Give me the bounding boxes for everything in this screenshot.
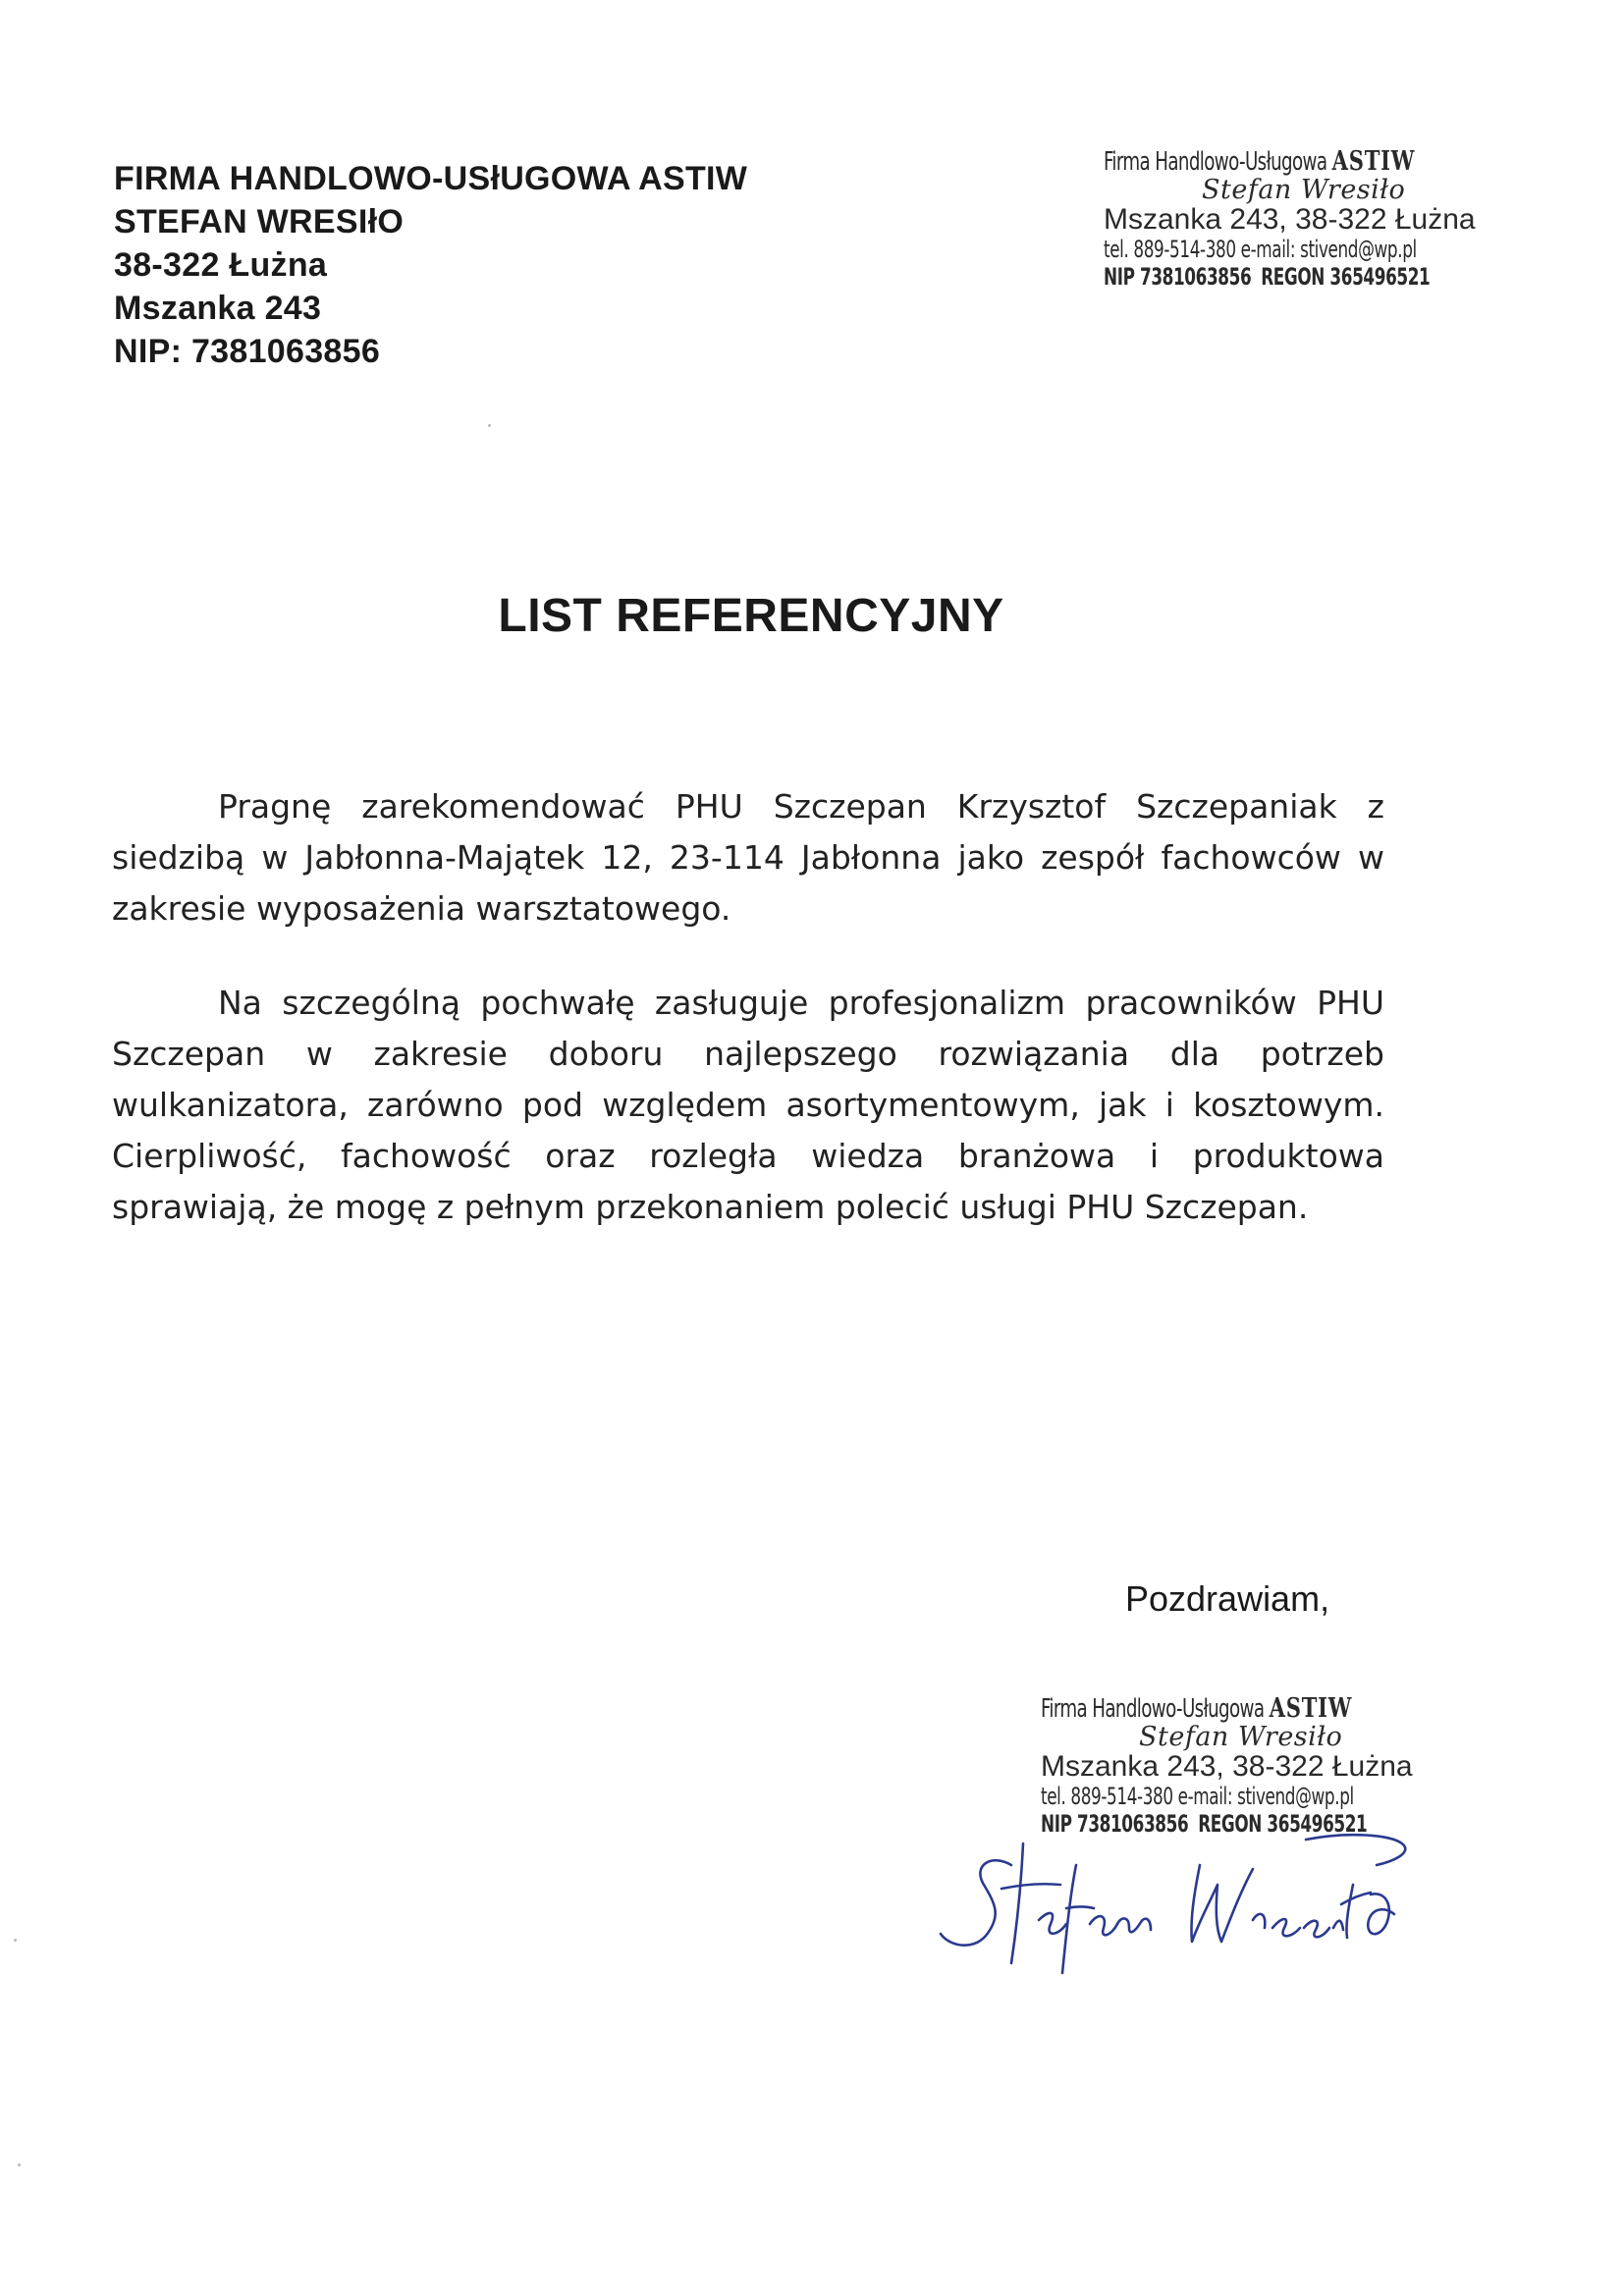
signature-stroke (1066, 1907, 1094, 1909)
stamp-nip: NIP 7381063856 (1041, 1810, 1189, 1838)
stamp-brand: ASTIW (1331, 146, 1416, 177)
signature-stroke (1368, 1894, 1394, 1934)
signature-stroke (1346, 1885, 1353, 1938)
stamp-address: Mszanka 243, 38-322 Łużna (1041, 1750, 1413, 1783)
scan-speck (18, 2163, 21, 2166)
sender-postal: 38-322 Łużna (114, 246, 328, 284)
signature-stroke (1306, 1835, 1405, 1865)
signature-stroke (1001, 1884, 1060, 1889)
company-stamp-top (1104, 147, 1522, 291)
sender-street: Mszanka 243 (114, 290, 322, 327)
stamp-company-prefix: Firma Handlowo-Usługowa (1104, 147, 1327, 177)
stamp-contact: tel. 889-514-380 e-mail: stivend@wp.pl (1041, 1783, 1354, 1810)
signature-stroke (1253, 1914, 1265, 1928)
signature-stroke (1341, 1893, 1371, 1904)
scan-speck (14, 1939, 17, 1942)
signature-stroke (1191, 1865, 1253, 1942)
sender-owner: STEFAN WRESIłO (114, 203, 405, 240)
signature-stroke (1272, 1919, 1300, 1936)
closing-greeting: Pozdrawiam, (1125, 1578, 1330, 1619)
body-paragraph-2-text: Na szczególną pochwałę zasługuje profesjonalizm pracowników PHU Szczepan w zakresie doboru najlepszego rozwiązania dla potrzeb wulkanizatora, zarówno pod względem asortymentowym, jak i kosztowym. Cierpliwość, fachowość oraz rozległa wiedza branżowa i produktowa sprawiają, że mogę z pełnym przekonaniem polecić usługi PHU Szczepan. (112, 984, 1384, 1226)
signature-stroke (1117, 1918, 1151, 1932)
body-paragraph-1-text: Pragnę zarekomendować PHU Szczepan Krzysztof Szczepaniak z siedzibą w Jabłonna-Majątek 12, 23-114 Jabłonna jako zespół fachowców w zakresie wyposażenia warsztatowego. (112, 787, 1384, 928)
signature-stroke (941, 1860, 1011, 1945)
stamp-contact: tel. 889-514-380 e-mail: stivend@wp.pl (1104, 236, 1417, 263)
stamp-company-line (1041, 1694, 1367, 1724)
body-paragraph-1 (112, 781, 1384, 934)
signature-stroke (1304, 1921, 1329, 1938)
signature-stroke (1062, 1865, 1076, 1973)
sender-address-block (114, 157, 747, 373)
stamp-company-line (1104, 147, 1430, 177)
handwritten-signature (933, 1826, 1483, 1993)
signature-stroke (1090, 1916, 1117, 1935)
stamp-brand: ASTIW (1269, 1693, 1353, 1724)
stamp-ids (1104, 263, 1430, 291)
signature-stroke (1011, 1843, 1023, 1963)
sender-nip: NIP: 7381063856 (114, 333, 381, 370)
company-stamp-bottom (1041, 1694, 1459, 1838)
stamp-regon: REGON 365496521 (1261, 263, 1431, 291)
stamp-address: Mszanka 243, 38-322 Łużna (1104, 203, 1476, 236)
stamp-nip: NIP 7381063856 (1104, 263, 1252, 291)
signature-stroke (1333, 1921, 1343, 1930)
scan-speck (488, 424, 491, 427)
stamp-owner: Stefan Wresiło (1139, 1722, 1343, 1752)
stamp-company-prefix: Firma Handlowo-Usługowa (1041, 1694, 1265, 1724)
stamp-regon: REGON 365496521 (1198, 1810, 1368, 1838)
sender-company: FIRMA HANDLOWO-USłUGOWA ASTIW (114, 160, 748, 197)
stamp-owner: Stefan Wresiło (1202, 175, 1406, 205)
signature-stroke (1039, 1913, 1066, 1934)
page-title: LIST REFERENCYJNY (498, 590, 1004, 642)
body-paragraph-2 (112, 978, 1384, 1233)
